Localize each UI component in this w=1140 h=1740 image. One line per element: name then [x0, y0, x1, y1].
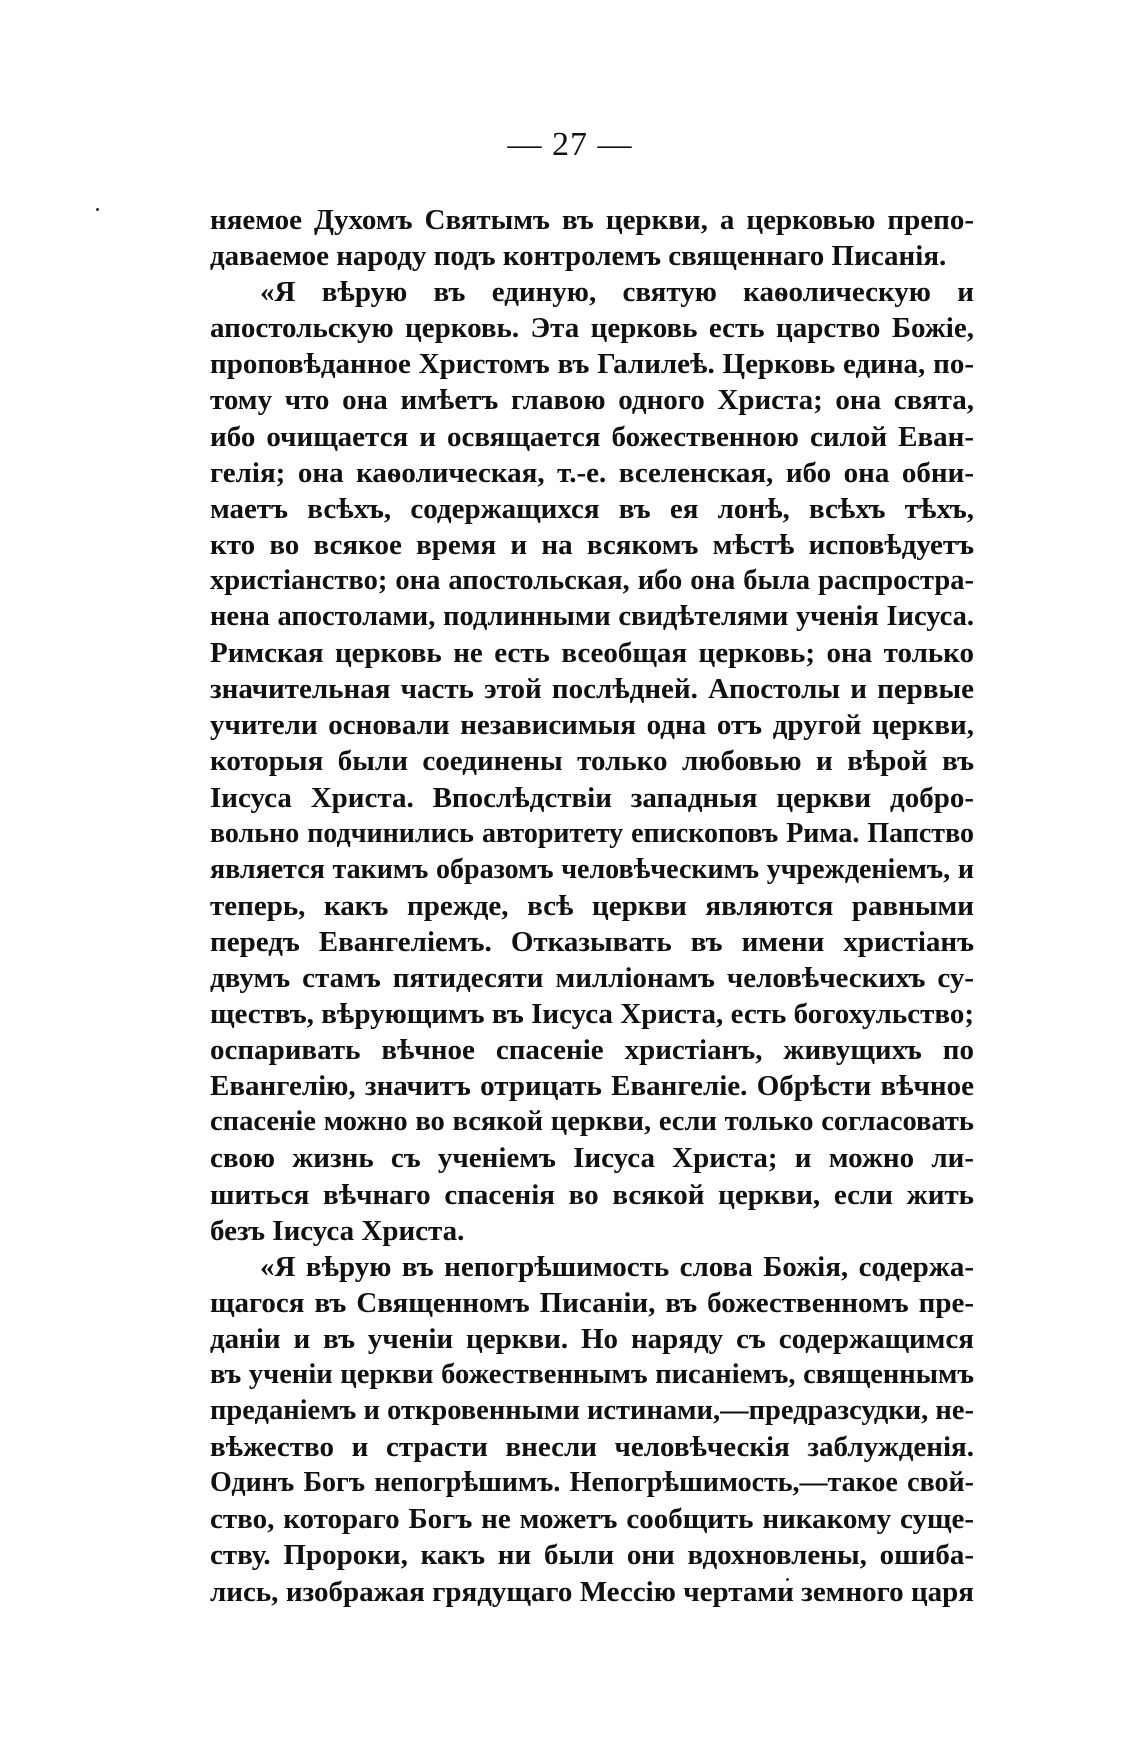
text-line: ству. Пророки, какъ ни были они вдохновлены, ошиба- — [210, 1539, 974, 1572]
text-line: въ ученіи церкви божественнымъ писаніемъ, священнымъ — [210, 1359, 974, 1390]
text-line: безъ Іисуса Христа. — [210, 1214, 465, 1247]
text-line: Іисуса Христа. Впослѣдствіи западныя церкви добро- — [210, 781, 974, 814]
text-line: Евангелію, значитъ отрицать Евангеліе. Обрѣсти вѣчное — [210, 1070, 974, 1103]
text-line: няемое Духомъ Святымъ въ церкви, а церковью препо- — [210, 204, 974, 236]
text-line: щагося въ Священномъ Писаніи, въ божественномъ пре- — [210, 1286, 974, 1319]
text-line: которыя были соединены только любовью и вѣрой въ — [210, 745, 974, 778]
text-line: христіанство; она апостольская, ибо она была распростра- — [210, 564, 974, 596]
text-line: учители основали независимыя одна отъ другой церкви, — [210, 709, 974, 742]
text-line: лись, изображая грядущаго Мессію чертами земного царя — [210, 1575, 974, 1608]
text-line: спасеніе можно во всякой церкви, если только согласовать — [210, 1106, 974, 1138]
text-line: свою жизнь съ ученіемъ Іисуса Христа; и можно ли- — [210, 1142, 974, 1175]
text-line: гелія; она каѳолическая, т.-е. вселенская, ибо она обни- — [210, 456, 974, 489]
text-line: вѣжество и страсти внесли человѣческія заблужденія. — [210, 1431, 974, 1464]
text-line: значительная часть этой послѣдней. Апостолы и первые — [210, 673, 974, 706]
text-line: тому что она имѣетъ главою одного Христа; она свята, — [210, 384, 974, 417]
text-line: оспаривать вѣчное спасеніе христіанъ, живущихъ по — [210, 1034, 974, 1067]
text-line: апостольскую церковь. Эта церковь есть царство Божіе, — [210, 312, 974, 345]
text-line: передъ Евангеліемъ. Отказывать въ имени христіанъ — [210, 925, 974, 958]
text-line: вольно подчинились авторитету епископовъ Рима. Папство — [210, 817, 974, 849]
body-text — [210, 202, 974, 1610]
text-line: двумъ стамъ пятидесяти милліонамъ человѣческихъ су- — [210, 961, 974, 994]
text-line: кто во всякое время и на всякомъ мѣстѣ исповѣдуетъ — [210, 528, 974, 561]
text-line: ибо очищается и освящается божественною силой Еван- — [210, 420, 974, 453]
text-line: шиться вѣчнаго спасенія во всякой церкви, если жить — [210, 1178, 974, 1211]
text-line: ществъ, вѣрующимъ въ Іисуса Христа, есть богохульство; — [210, 998, 974, 1031]
text-line: Римская церковь не есть всеобщая церковь; она только — [210, 637, 974, 670]
text-line: даваемое народу подъ контролемъ священнаго Писанія. — [210, 240, 947, 273]
text-line: теперь, какъ прежде, всѣ церкви являются равными — [210, 889, 974, 922]
text-line: маетъ всѣхъ, содержащихся въ ея лонѣ, всѣхъ тѣхъ, — [210, 492, 974, 525]
text-line: Одинъ Богъ непогрѣшимъ. Непогрѣшимость,—такое свой- — [210, 1467, 974, 1499]
text-line: преданіемъ и откровенными истинами,—предразсудки, не- — [210, 1395, 974, 1427]
text-line: проповѣданное Христомъ въ Галилеѣ. Церковь едина, по- — [210, 348, 974, 381]
scan-speck-left — [96, 208, 99, 211]
text-line: нена апостолами, подлинными свидѣтелями ученія Іисуса. — [210, 601, 974, 633]
text-line: является такимъ образомъ человѣческимъ учрежденіемъ, и — [210, 853, 974, 885]
text-line: «Я вѣрую въ непогрѣшимость слова Божія, содержа- — [260, 1250, 974, 1283]
text-line: ство, котораго Богъ не можетъ сообщить никакому суще- — [210, 1503, 974, 1536]
text-line: «Я вѣрую въ единую, святую каѳолическую и — [260, 276, 974, 309]
text-line: даніи и въ ученіи церкви. Но наряду съ содержащимся — [210, 1322, 974, 1355]
page-number: — 27 — — [507, 126, 633, 163]
